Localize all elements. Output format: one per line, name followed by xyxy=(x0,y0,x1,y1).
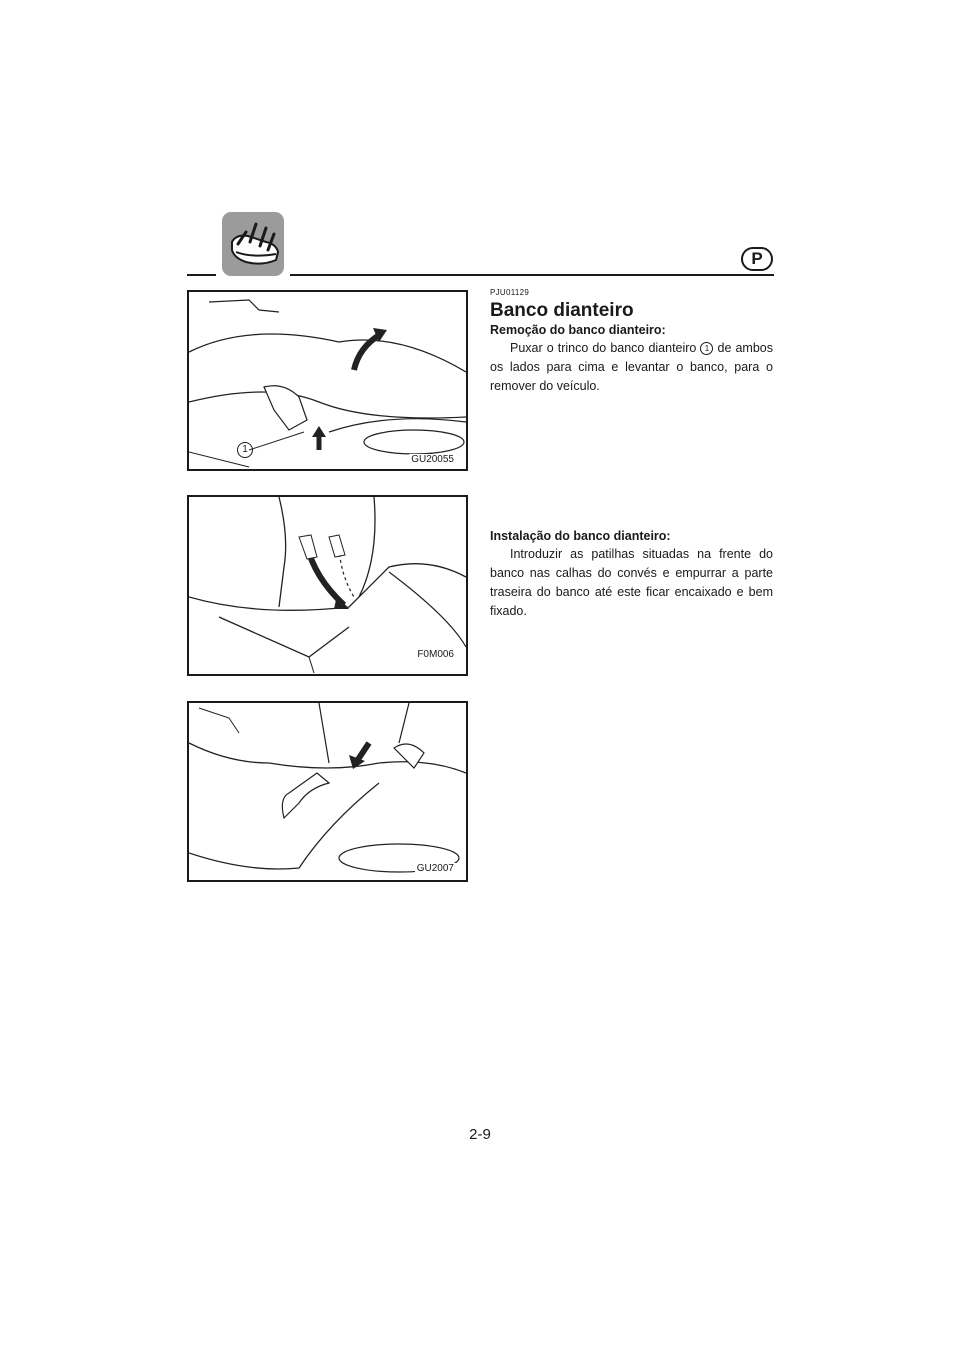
section-title: Banco dianteiro xyxy=(490,300,634,321)
figure-seat-removal xyxy=(187,290,468,471)
section-code: PJU01129 xyxy=(490,288,530,297)
figure-callout: 1 xyxy=(237,442,253,458)
removal-text: Puxar o trinco do banco dianteiro 1 de ambos os lados para cima e levantar o banco, para o remover do veículo. xyxy=(490,341,773,393)
figure-seat-push-down xyxy=(187,701,468,882)
header-rule xyxy=(187,274,216,276)
installation-heading: Instalação do banco dianteiro: xyxy=(490,529,671,543)
installation-text: Introduzir as patilhas situadas na frente do banco nas calhas do convés e empurrar a parte traseira do banco até este ficar encaixado e bem fixado. xyxy=(490,547,773,618)
callout-number: 1 xyxy=(700,342,713,355)
language-badge: P xyxy=(741,247,773,271)
figure-code: GU20055 xyxy=(411,454,454,465)
removal-heading: Remoção do banco dianteiro: xyxy=(490,323,666,337)
header-rule xyxy=(290,274,774,276)
figure-code: F0M006 xyxy=(417,649,454,660)
figure-code: GU2007 xyxy=(416,863,454,874)
figure-seat-install-tabs xyxy=(187,495,468,676)
watercraft-icon xyxy=(222,212,284,276)
page-number: 2-9 xyxy=(469,1126,491,1143)
